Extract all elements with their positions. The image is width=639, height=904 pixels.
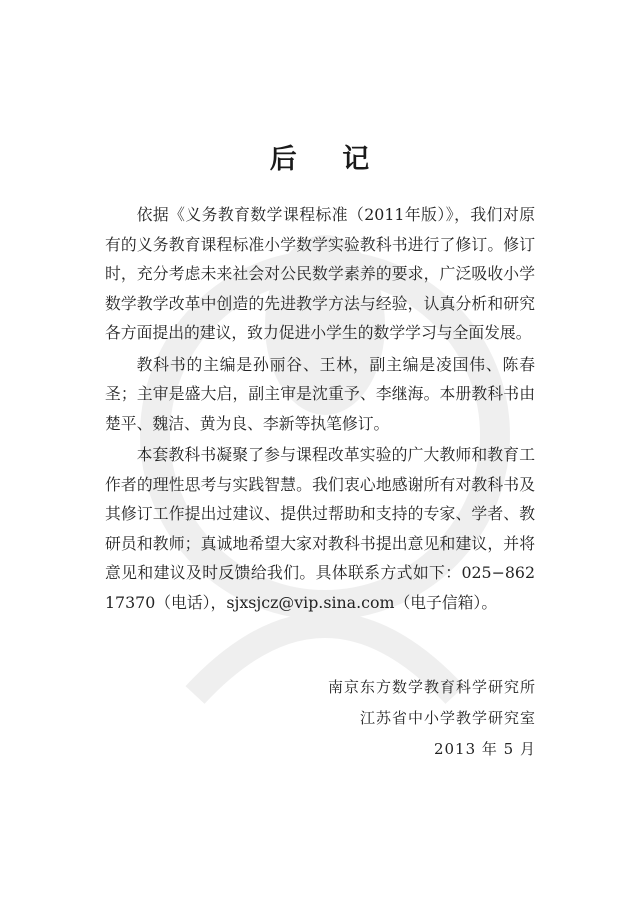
signature-org-institute: 南京东方数学教育科学研究所 [327,678,536,696]
signature-block [328,672,536,765]
paragraph-revision: 依据《义务教育数学课程标准（2011年版）》，我们对原有的义务教育课程标准小学数学实验教科书进行了修订。修订时，充分考虑未来社会对公民数学素养的要求，广泛吸收小学数学教学改革中创造的先进教学方法与经验，认真分析和研究各方面提出的建议，致力促进小学生的数学学习与全面发展。 [105,205,535,342]
signature-org-office: 江苏省中小学教学研究室 [359,709,536,727]
paragraph-editors: 教科书的主编是孙丽谷、王林，副主编是凌国伟、陈春圣；主审是盛大启，副主审是沈重予、李继海。本册教科书由楚平、魏洁、黄为良、李新等执笔修订。 [105,354,535,433]
paragraph-acknowledgement: 本套教科书凝聚了参与课程改革实验的广大教师和教育工作者的理性思考与实践智慧。我们衷心地感谢所有对教科书及其修订工作提出过建议、提供过帮助和支持的专家、学者、教研员和教师；真诚地希望大家对教科书提出意见和建议，并将意见和建议及时反馈给我们。具体联系方式如下：025−86217370（电话），sjxsjcz@vip.sina.com（电子信箱）。 [105,445,535,612]
page-title: 后 记 [269,144,388,175]
body-text [105,200,535,619]
signature-date: 2013 年 5 月 [433,740,536,758]
